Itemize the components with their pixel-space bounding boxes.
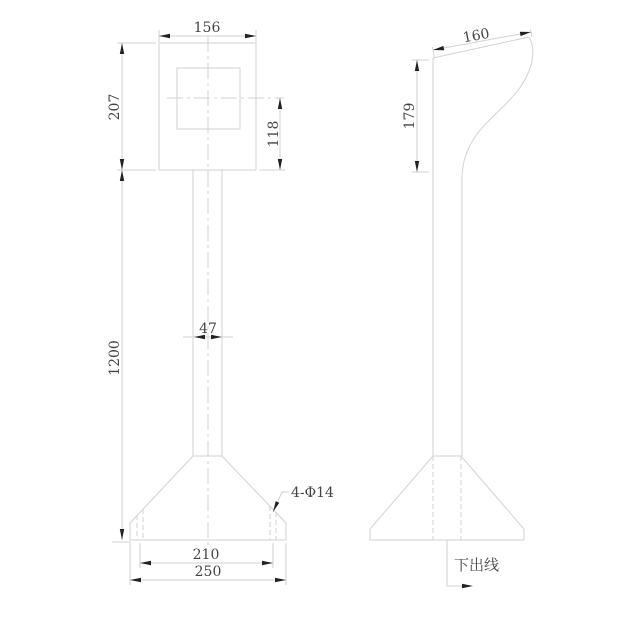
dim-top-depth (433, 26, 532, 58)
arrowhead (120, 170, 124, 181)
dim-base-width-label: 250 (194, 564, 222, 580)
arrowhead (273, 501, 279, 512)
arrowhead (278, 159, 282, 170)
arrowhead (120, 529, 124, 540)
arrowhead (275, 578, 286, 582)
bolt-hole-callout-label: 4-Φ14 (291, 485, 334, 501)
arrowhead (278, 98, 282, 109)
front-view-outline (130, 36, 286, 546)
dim-head-height-label: 207 (107, 93, 123, 121)
arrowhead (120, 159, 124, 170)
arrowhead (140, 561, 151, 565)
dim-side-head-height (402, 60, 429, 172)
dim-inner-height (259, 98, 285, 170)
arrowhead (262, 561, 273, 565)
dim-top-width-label: 156 (193, 20, 221, 36)
dim-inner-height-label: 118 (266, 120, 282, 148)
dim-pole-height-label: 1200 (107, 340, 123, 376)
dim-side-head-height-label: 179 (402, 102, 418, 130)
arrowhead (415, 60, 419, 71)
dim-pole-width-label: 47 (199, 321, 217, 337)
dim-top-depth-label: 160 (461, 25, 491, 47)
side-base (370, 456, 524, 540)
arrowhead (159, 34, 170, 38)
dim-pole-height (107, 170, 131, 542)
dim-bolt-spacing-label: 210 (192, 547, 220, 563)
arrowhead (462, 584, 473, 588)
arrowhead (130, 578, 141, 582)
arrowhead (520, 32, 531, 36)
arrowhead (120, 43, 124, 54)
arrowhead (415, 161, 419, 172)
cable-outlet-label: 下出线 (454, 556, 500, 574)
dim-pole-width (183, 321, 233, 339)
cable-outlet-annotation (447, 540, 499, 588)
arrowhead (433, 46, 444, 50)
side-neck-curve (462, 37, 533, 456)
arrowhead (245, 34, 256, 38)
side-view-outline (370, 37, 533, 540)
bolt-hole-callout (273, 485, 334, 512)
dim-head-height (107, 43, 156, 170)
